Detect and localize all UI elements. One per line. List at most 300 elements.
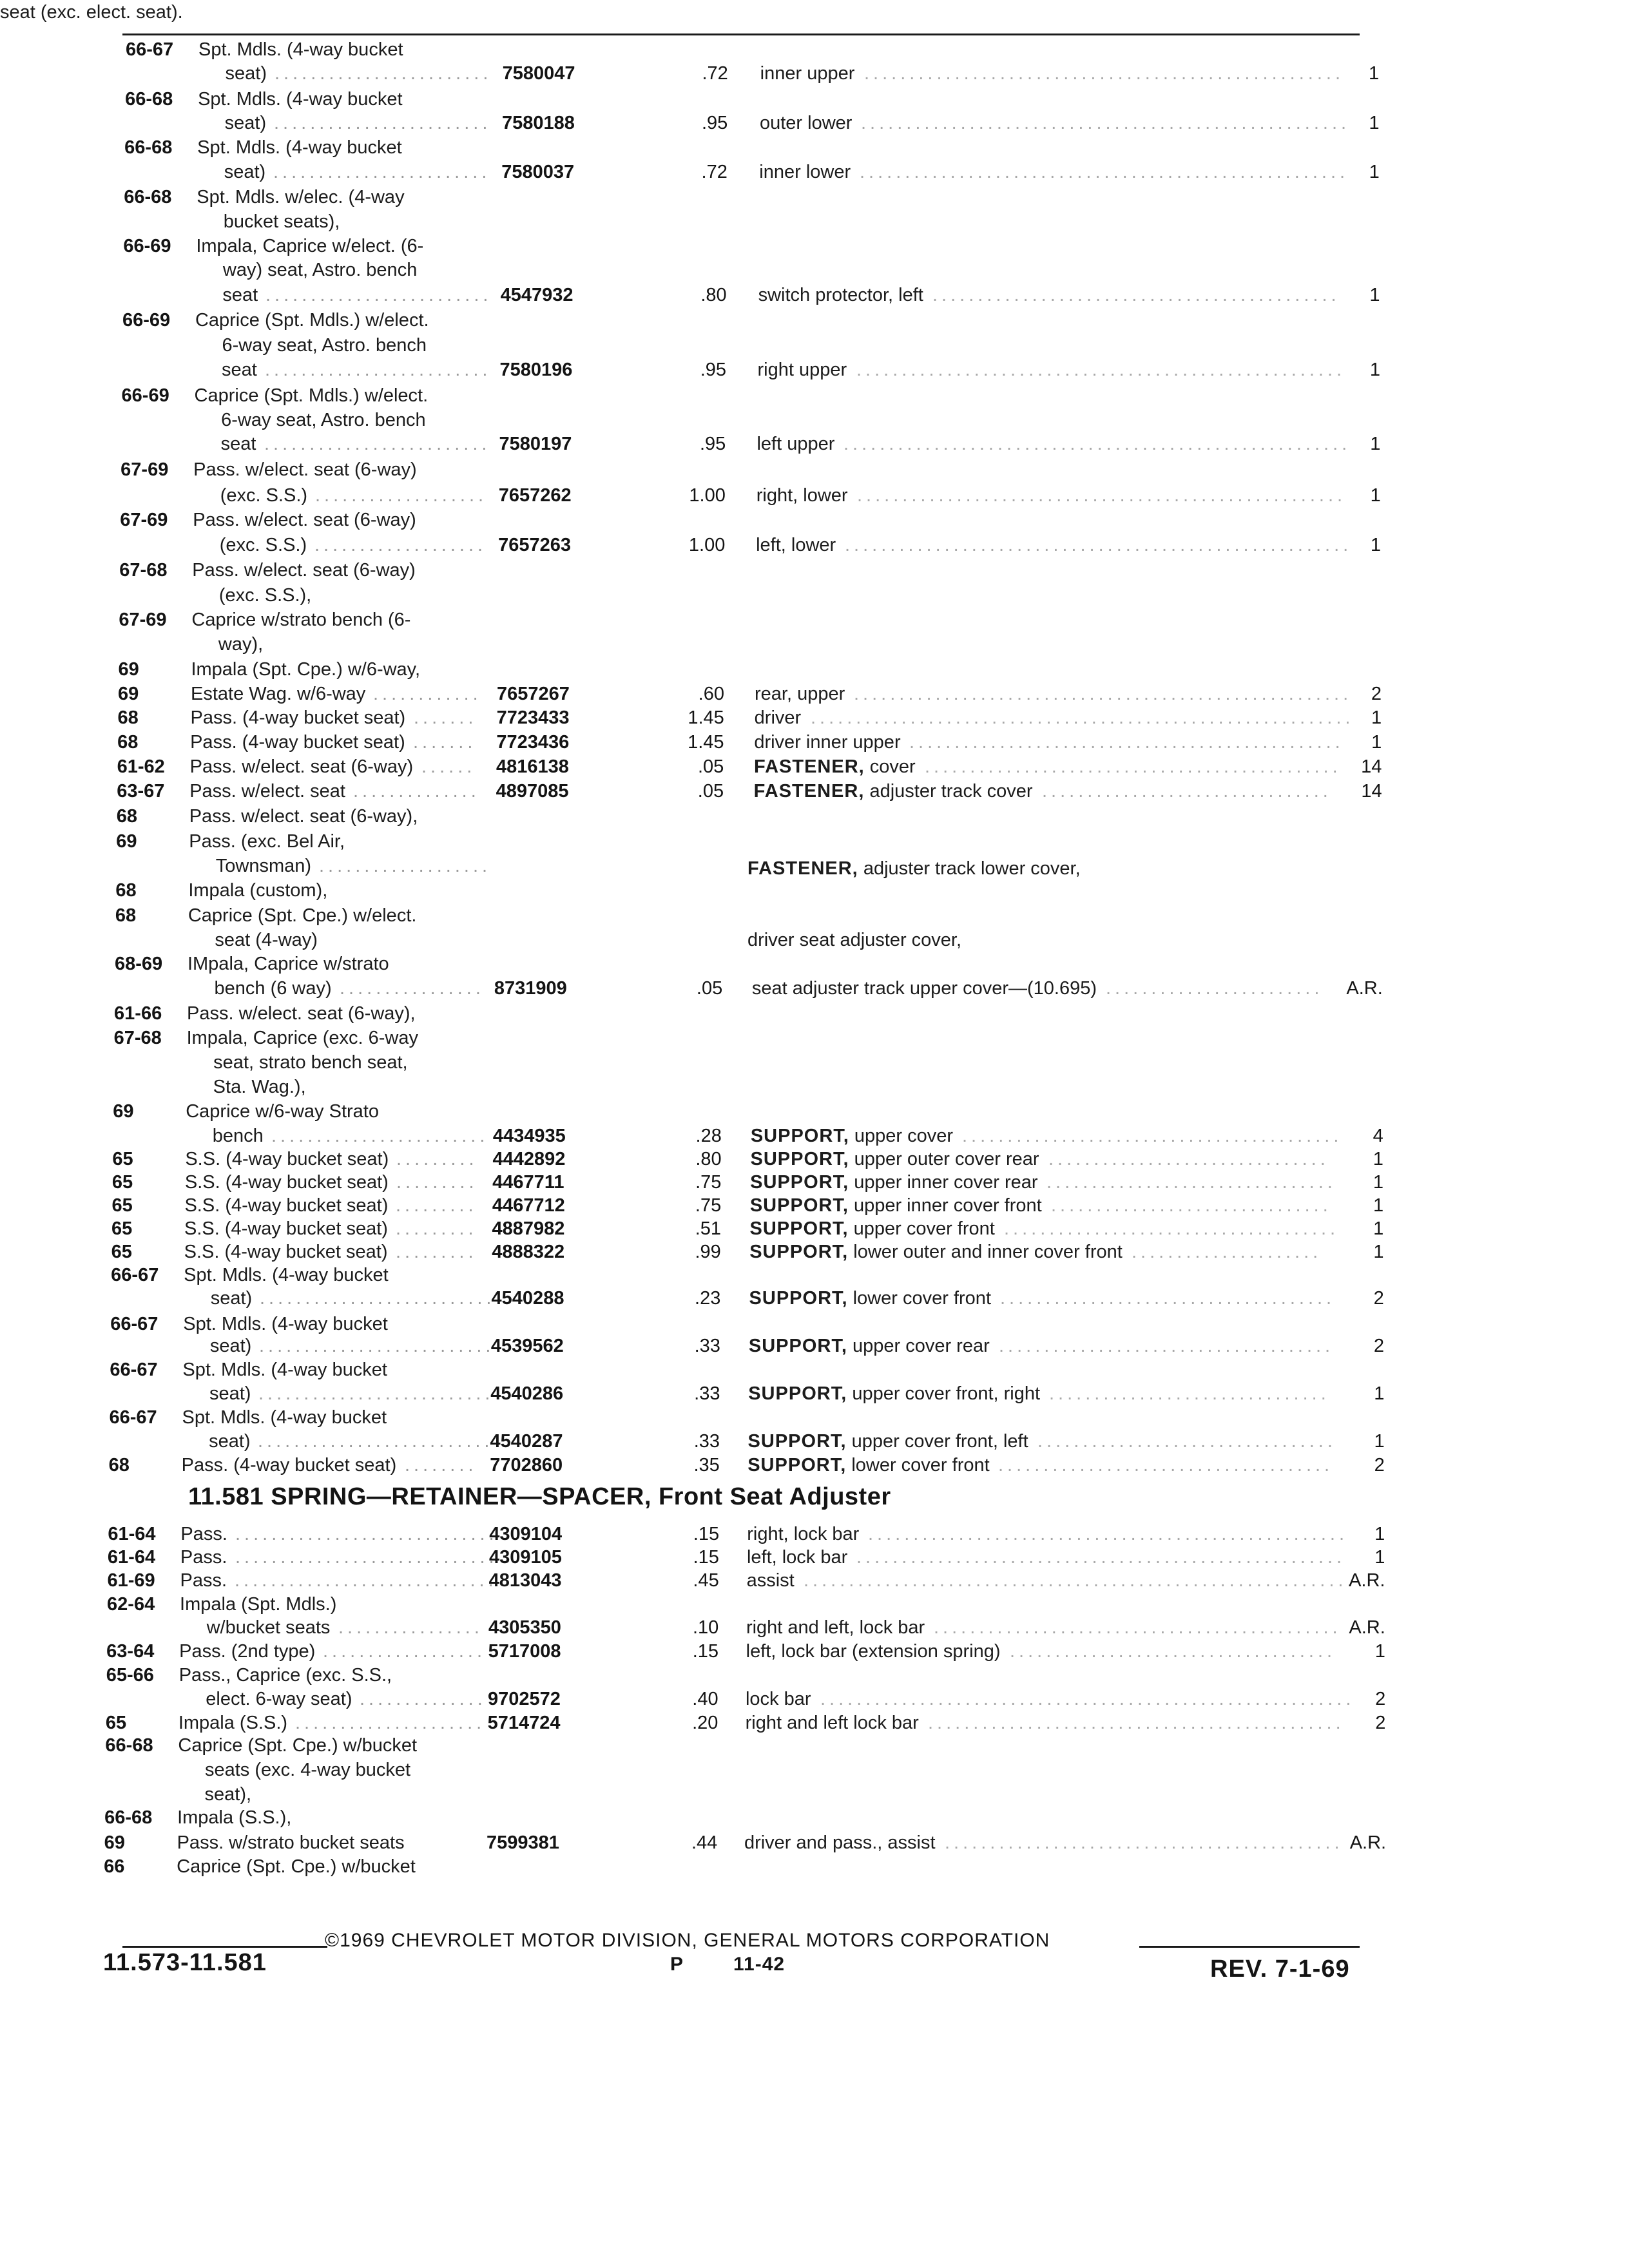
desc-text: adjuster track lower cover,	[863, 858, 1081, 879]
part-number: 7580188	[501, 113, 575, 133]
application: Pass. (2nd type)	[179, 1641, 316, 1662]
application: Estate Wag. w/6-way	[191, 684, 366, 704]
description	[755, 706, 802, 730]
description	[750, 1216, 995, 1241]
desc-keyword: SUPPORT,	[749, 1288, 848, 1309]
leader-dots: ..........................................	[962, 1126, 1343, 1146]
part-number: 5714724	[487, 1713, 561, 1733]
listing-row	[0, 1216, 1629, 1241]
application: elect. 6-way seat)	[206, 1689, 352, 1709]
leader-dots: .....................	[295, 1713, 486, 1733]
leader-dots: ........................	[271, 1126, 489, 1146]
listing-row	[0, 209, 1629, 234]
part-number: 4540286	[490, 1383, 564, 1404]
leader-dots: .........	[396, 1242, 477, 1262]
application: Spt. Mdls. w/elec. (4-way	[197, 187, 405, 207]
model-year: 66-68	[124, 187, 172, 207]
desc-keyword: SUPPORT,	[748, 1336, 847, 1356]
listing-row	[0, 358, 1629, 382]
part-number: 7702860	[490, 1455, 563, 1475]
model-year: 63-67	[117, 781, 165, 802]
quantity: 2	[1375, 1713, 1386, 1733]
listing-row	[0, 1240, 1629, 1264]
description	[749, 1286, 991, 1311]
description	[748, 1381, 1040, 1406]
model-year: 66-67	[109, 1407, 157, 1428]
leader-dots: ..............	[353, 781, 480, 802]
quantity: 2	[1371, 684, 1382, 704]
desc-text: cover	[869, 756, 916, 777]
leader-dots: ................................	[1042, 781, 1332, 802]
desc-keyword: SUPPORT,	[750, 1172, 849, 1193]
model-year: 62-64	[107, 1594, 155, 1615]
leader-dots: ......	[421, 756, 476, 777]
listing-row	[0, 1615, 1629, 1640]
model-year: 61-62	[117, 756, 165, 777]
leader-dots: ............................................	[945, 1832, 1344, 1853]
footer-copyright: ©1969 CHEVROLET MOTOR DIVISION, GENERAL MOTORS CORPORATION	[325, 1930, 1050, 1951]
listing-row	[0, 1733, 1629, 1758]
application: S.S. (4-way bucket seat)	[184, 1218, 388, 1239]
description	[754, 730, 900, 754]
desc-text: driver seat adjuster cover,	[747, 930, 962, 950]
leader-dots: .......................................................	[854, 684, 1353, 704]
part-number: 9702572	[487, 1689, 561, 1709]
part-number: 7657263	[498, 535, 571, 555]
application: (exc. S.S.)	[220, 485, 308, 506]
floating-desc-driver-cover	[0, 928, 1629, 952]
listing-row	[0, 1711, 1629, 1735]
leader-dots: ......................................................	[860, 162, 1349, 182]
leader-dots: ........................	[274, 113, 492, 133]
quantity: 2	[1375, 1689, 1386, 1709]
leader-dots: ...............................	[1051, 1195, 1332, 1216]
desc-text: driver inner upper	[754, 732, 901, 753]
listing-row	[0, 1831, 1629, 1855]
leader-dots: ........................	[273, 162, 491, 182]
listing-row	[0, 754, 1629, 779]
application: Pass.	[180, 1524, 227, 1544]
listing-row	[0, 804, 1629, 829]
quantity: 1	[1369, 162, 1380, 182]
desc-text: upper cover front, left	[851, 1431, 1028, 1452]
desc-keyword: SUPPORT,	[749, 1242, 849, 1262]
desc-text: rear, upper	[755, 684, 845, 704]
desc-text: right and left lock bar	[745, 1713, 919, 1733]
desc-text: right, lock bar	[747, 1524, 860, 1544]
leader-dots: .....................................	[999, 1336, 1335, 1356]
application: seat)	[209, 1336, 252, 1356]
footer-revision: REV. 7-1-69	[1210, 1956, 1350, 1983]
description	[760, 111, 852, 135]
model-year: 61-64	[108, 1524, 156, 1544]
leader-dots: .....................................	[1004, 1218, 1340, 1239]
desc-text: inner upper	[760, 63, 855, 84]
desc-text: left, lower	[756, 535, 836, 555]
application: S.S. (4-way bucket seat)	[185, 1149, 389, 1169]
quantity: 1	[1369, 113, 1380, 133]
application: Impala (Spt. Cpe.) w/6-way,	[191, 659, 421, 680]
description	[751, 1124, 953, 1148]
model-year: 68	[115, 905, 137, 926]
desc-keyword: SUPPORT,	[748, 1383, 847, 1404]
price: .80	[695, 1149, 722, 1169]
listing-row	[0, 706, 1629, 730]
desc-keyword: SUPPORT,	[747, 1431, 847, 1452]
leader-dots: ..............................................	[928, 1713, 1345, 1733]
price: .40	[692, 1689, 718, 1709]
listing-row	[0, 1170, 1629, 1195]
quantity: 1	[1373, 1242, 1384, 1262]
model-year: 69	[116, 831, 137, 852]
price: .51	[695, 1218, 722, 1239]
application: Spt. Mdls. (4-way bucket	[183, 1314, 388, 1334]
leader-dots: ...................	[315, 485, 488, 506]
leader-dots: ................................	[1046, 1172, 1336, 1193]
model-year: 65	[105, 1713, 127, 1733]
listing-row	[0, 37, 1629, 62]
price: .10	[692, 1617, 719, 1638]
description	[754, 779, 1033, 803]
leader-dots: ...............................	[1049, 1383, 1330, 1404]
desc-text: assist	[746, 1570, 795, 1591]
description	[749, 1334, 990, 1358]
part-number: 7580196	[499, 360, 573, 380]
listing-row	[0, 483, 1629, 508]
model-year: 66-67	[111, 1265, 159, 1285]
listing-row	[0, 558, 1629, 582]
desc-keyword: FASTENER,	[753, 781, 865, 802]
application: seat),	[204, 1784, 252, 1805]
application: seat, strato bench seat,	[213, 1052, 408, 1073]
model-year: 65	[111, 1172, 133, 1193]
model-year: 65	[111, 1242, 132, 1262]
leader-dots: .................................	[1037, 1431, 1336, 1452]
description	[747, 1568, 795, 1593]
desc-text: lower cover front	[851, 1455, 990, 1475]
listing-row	[0, 234, 1629, 258]
application: Spt. Mdls. (4-way bucket	[182, 1407, 387, 1428]
leader-dots: .............................................................	[804, 1570, 1356, 1591]
application: S.S. (4-way bucket seat)	[184, 1195, 389, 1216]
application: Pass. (4-way bucket seat)	[190, 707, 406, 728]
price: .33	[693, 1431, 720, 1452]
model-year: 66-68	[105, 1735, 153, 1756]
listing-row	[0, 682, 1629, 706]
listing-row	[0, 657, 1629, 682]
leader-dots: .....................................................	[864, 63, 1345, 84]
application: Spt. Mdls. (4-way bucket	[184, 1265, 389, 1285]
application: Pass. w/elect. seat (6-way),	[187, 1003, 416, 1024]
description	[756, 533, 836, 557]
price: .20	[692, 1713, 718, 1733]
model-year: 66-69	[121, 385, 169, 406]
leader-dots: ........................	[275, 63, 492, 84]
price: .15	[693, 1547, 719, 1568]
listing-row	[0, 308, 1629, 332]
listing-row	[0, 1429, 1629, 1454]
footer-page-prefix: P	[670, 1954, 684, 1975]
application: Pass. w/elect. seat	[189, 781, 345, 802]
part-number: 7723433	[496, 707, 570, 728]
leader-dots: ..........................	[258, 1431, 494, 1452]
quantity: 2	[1373, 1288, 1384, 1309]
description	[755, 682, 845, 706]
listing-row	[0, 135, 1629, 160]
application: Spt. Mdls. (4-way bucket	[182, 1360, 387, 1380]
model-year: 68	[116, 806, 137, 827]
part-number: 4539562	[490, 1336, 564, 1356]
leader-dots: ............	[373, 684, 482, 704]
application: Caprice w/6-way Strato	[186, 1101, 379, 1122]
desc-text: right and left, lock bar	[746, 1617, 925, 1638]
model-year: 65	[111, 1195, 133, 1216]
description	[752, 976, 1097, 1001]
model-year: 66-69	[122, 310, 171, 331]
part-number: 4897085	[496, 781, 569, 802]
model-year: 66	[104, 1856, 125, 1877]
description	[751, 1147, 1039, 1171]
quantity: 1	[1374, 1524, 1385, 1544]
footer-rule-left	[122, 1946, 327, 1948]
description	[757, 432, 834, 456]
quantity: 1	[1371, 707, 1382, 728]
application: 6-way seat, Astro. bench	[221, 410, 426, 430]
part-number: 4309104	[489, 1524, 563, 1544]
quantity: 1	[1373, 1218, 1384, 1239]
model-year: 66-68	[125, 89, 173, 110]
application: bucket seats),	[223, 211, 340, 232]
price: 1.45	[688, 707, 724, 728]
description	[757, 483, 848, 508]
price: .05	[697, 756, 724, 777]
price: .44	[691, 1832, 718, 1853]
leader-dots: ........................................................	[845, 535, 1353, 555]
application: Pass.	[180, 1547, 227, 1568]
leader-dots: ...........................................................	[820, 1689, 1355, 1709]
listing-row	[0, 829, 1629, 854]
quantity: 1	[1371, 732, 1382, 753]
price: .15	[692, 1641, 719, 1662]
listing-row	[0, 976, 1629, 1001]
part-number: 4305350	[488, 1617, 561, 1638]
desc-text: upper inner cover rear	[854, 1172, 1038, 1193]
part-number: 4888322	[492, 1242, 565, 1262]
application: Caprice (Spt. Cpe.) w/elect.	[188, 905, 417, 926]
listing-row	[0, 533, 1629, 557]
application: w/bucket seats	[206, 1617, 331, 1638]
model-year: 68	[108, 1455, 130, 1475]
leader-dots: ..........................	[260, 1288, 496, 1309]
desc-text: driver	[754, 707, 802, 728]
part-number: 4540288	[491, 1288, 564, 1309]
quantity: 14	[1361, 756, 1382, 777]
model-year: 68	[117, 707, 139, 728]
price: .23	[695, 1288, 721, 1309]
price: .60	[698, 684, 724, 704]
part-number: 4442892	[492, 1149, 566, 1169]
application: Impala (Spt. Mdls.)	[180, 1594, 337, 1615]
quantity: 2	[1374, 1455, 1385, 1475]
desc-text: left upper	[757, 434, 835, 454]
price: .05	[696, 978, 723, 999]
model-year: 68-69	[114, 954, 163, 974]
desc-text: adjuster track cover	[869, 781, 1033, 802]
quantity: A.R.	[1349, 1832, 1387, 1853]
description	[747, 1522, 859, 1546]
leader-dots: ..........................	[259, 1336, 495, 1356]
desc-text: upper cover front, right	[852, 1383, 1041, 1404]
description	[747, 1453, 989, 1477]
description	[746, 1711, 919, 1735]
description	[750, 1170, 1037, 1195]
application: seat	[222, 285, 258, 305]
part-number: 7580037	[501, 162, 575, 182]
quantity: 1	[1370, 485, 1381, 506]
listing-row	[0, 1124, 1629, 1148]
desc-keyword: SUPPORT,	[747, 1455, 847, 1475]
quantity: 1	[1373, 1172, 1384, 1193]
listing-row	[0, 0, 1629, 24]
desc-text: outer lower	[759, 113, 853, 133]
listing-row	[0, 1854, 1629, 1879]
listing-row	[0, 952, 1629, 976]
application: Pass. w/elect. seat (6-way)	[193, 459, 417, 480]
desc-text: upper cover	[854, 1126, 954, 1146]
leader-dots: ................................................	[909, 732, 1344, 753]
leader-dots: ......................................................	[856, 360, 1346, 380]
part-number: 4467711	[492, 1172, 564, 1193]
listing-row	[0, 608, 1629, 632]
listing-row	[0, 903, 1629, 928]
listing-row	[0, 1381, 1629, 1406]
listing-row	[0, 583, 1629, 608]
listing-row	[0, 1545, 1629, 1570]
application: Pass. w/elect. seat (6-way)	[193, 510, 416, 530]
description	[746, 1687, 811, 1711]
part-number: 7657262	[498, 485, 572, 506]
model-year: 66-69	[123, 236, 171, 256]
application: Pass. (4-way bucket seat)	[190, 732, 405, 753]
listing-row	[0, 1001, 1629, 1026]
part-number: 4540287	[490, 1431, 563, 1452]
application: Caprice (Spt. Cpe.) w/bucket	[178, 1735, 418, 1756]
listing-row	[0, 779, 1629, 803]
desc-text: upper cover rear	[852, 1336, 990, 1356]
leader-dots: .............................	[235, 1570, 497, 1591]
description	[758, 283, 923, 307]
quantity: 14	[1361, 781, 1382, 802]
application: seat)	[209, 1383, 251, 1404]
application: seat)	[224, 162, 266, 182]
description	[746, 1615, 925, 1640]
leader-dots: .........	[396, 1149, 478, 1169]
listing-row	[0, 1193, 1629, 1218]
part-number: 4434935	[492, 1126, 566, 1146]
listing-row	[0, 1758, 1629, 1782]
leader-dots: ................	[340, 978, 485, 999]
application: (exc. S.S.)	[219, 535, 307, 555]
description	[759, 160, 851, 184]
price: 1.00	[688, 535, 726, 555]
quantity: A.R.	[1349, 1570, 1385, 1591]
model-year: 67-68	[119, 560, 168, 581]
model-year: 61-64	[107, 1547, 156, 1568]
application: seat	[222, 360, 257, 380]
application: Impala (custom),	[188, 880, 328, 901]
application: Caprice (Spt. Mdls.) w/elect.	[195, 310, 429, 331]
listing-row	[0, 111, 1629, 135]
listing-row	[0, 1522, 1629, 1546]
leader-dots: .........................	[264, 434, 491, 454]
quantity: 1	[1369, 285, 1380, 305]
model-year: 61-66	[114, 1003, 162, 1024]
listing-row	[0, 1805, 1629, 1830]
application: seat)	[224, 113, 267, 133]
model-year: 63-64	[106, 1641, 155, 1662]
description	[748, 1429, 1028, 1454]
leader-dots: ..................	[323, 1641, 487, 1662]
listing-row	[0, 283, 1629, 307]
part-number: 7723436	[496, 732, 570, 753]
listing-row	[0, 258, 1629, 282]
price: .33	[694, 1336, 720, 1356]
quantity: 1	[1374, 1641, 1385, 1662]
desc-text: left, lock bar (extension spring)	[746, 1641, 1001, 1662]
model-year: 68	[117, 732, 139, 753]
application: Caprice w/strato bench (6-	[191, 610, 411, 630]
quantity: 1	[1374, 1383, 1385, 1404]
footer-page-number: 11-42	[733, 1954, 786, 1975]
application: Pass., Caprice (exc. S.S.,	[178, 1665, 392, 1686]
quantity: 2	[1373, 1336, 1385, 1356]
model-year: 66-68	[104, 1807, 153, 1828]
listing-row	[0, 1075, 1629, 1099]
listing-row	[0, 1405, 1629, 1430]
leader-dots: .........	[396, 1195, 477, 1216]
quantity: 1	[1373, 1149, 1383, 1169]
application: Pass. w/elect. seat (6-way)	[192, 560, 416, 581]
leader-dots: .............................	[235, 1547, 498, 1568]
description	[758, 358, 847, 382]
price: .33	[694, 1383, 720, 1404]
model-year: 67-69	[120, 459, 169, 480]
model-year: 66-67	[110, 1360, 158, 1380]
desc-text: seat adjuster track upper cover—(10.695)	[751, 978, 1097, 999]
model-year: 67-69	[119, 610, 167, 630]
model-year: 65	[111, 1218, 133, 1239]
application: seat)	[209, 1431, 251, 1452]
application: IMpala, Caprice w/strato	[187, 954, 389, 974]
listing-row	[0, 408, 1629, 432]
desc-text: switch protector, left	[758, 285, 923, 305]
listing-row	[0, 383, 1629, 408]
desc-text: lower cover front	[853, 1288, 991, 1309]
desc-text: upper outer cover rear	[854, 1149, 1039, 1169]
application: seat (exc. elect. seat).	[0, 2, 183, 23]
part-number: 7657267	[497, 684, 570, 704]
desc-text: left, lock bar	[746, 1547, 848, 1568]
price: .28	[695, 1126, 722, 1146]
leader-dots: .............................................	[934, 1617, 1342, 1638]
part-number: 4813043	[488, 1570, 562, 1591]
model-year: 66-67	[126, 39, 174, 60]
desc-keyword: FASTENER,	[753, 756, 865, 777]
application: S.S. (4-way bucket seat)	[184, 1172, 389, 1193]
part-number: 7599381	[486, 1832, 559, 1853]
leader-dots: ..............	[360, 1689, 487, 1709]
desc-text: lower outer and inner cover front	[853, 1242, 1123, 1262]
